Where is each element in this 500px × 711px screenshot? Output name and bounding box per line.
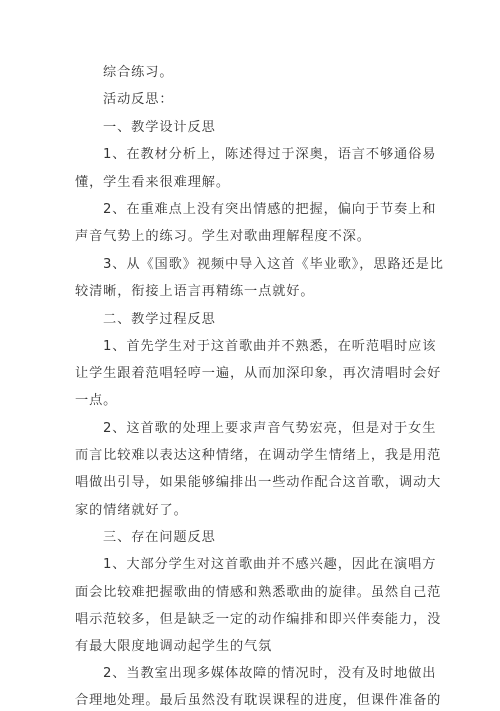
paragraph-line: 2、当教室出现多媒体故障的情况时，没有及时地做出	[103, 666, 437, 681]
paragraph-line: 懂，学生看来很难理解。	[75, 175, 230, 190]
paragraph-line: 有最大限度地调动起学生的气氛	[75, 639, 273, 654]
paragraph-line: 声音气势上的练习。学生对歌曲理解程度不深。	[75, 229, 371, 244]
paragraph-line: 1、首先学生对于这首歌曲并不熟悉，在听范唱时应该	[103, 339, 437, 354]
paragraph-line: 2、在重难点上没有突出情感的把握，偏向于节奏上和	[103, 202, 437, 217]
paragraph-line: 合理地处理。最后虽然没有耽误课程的进度，但课件准备的	[75, 693, 442, 708]
paragraph-line: 唱示范较多，但是缺乏一定的动作编排和即兴伴奏能力，没	[75, 612, 442, 627]
section-heading: 三、存在问题反思	[103, 530, 216, 545]
paragraph-line: 较清晰，衔接上语言再精练一点就好。	[75, 284, 315, 299]
paragraph-line: 1、在教材分析上，陈述得过于深奥，语言不够通俗易	[103, 147, 437, 162]
paragraph-line: 家的情绪就好了。	[75, 503, 188, 518]
paragraph-line: 唱做出引导，如果能够编排出一些动作配合这首歌，调动大	[75, 475, 442, 490]
paragraph-line: 让学生跟着范唱轻哼一遍，从而加深印象，再次清唱时会好	[75, 366, 442, 381]
paragraph-line: 而言比较难以表达这种情绪，在调动学生情绪上，我是用范	[75, 448, 442, 463]
paragraph-line: 2、这首歌的处理上要求声音气势宏亮，但是对于女生	[103, 421, 437, 436]
section-heading: 二、教学过程反思	[103, 312, 216, 327]
paragraph-line: 活动反思：	[103, 92, 174, 107]
paragraph-line: 1、大部分学生对这首歌曲并不感兴趣，因此在演唱方	[103, 557, 437, 572]
paragraph-line: 综合练习。	[103, 65, 174, 80]
paragraph-line: 3、从《国歌》视频中导入这首《毕业歌》，思路还是比	[103, 257, 444, 272]
paragraph-line: 一点。	[75, 393, 118, 408]
paragraph-line: 面会比较难把握歌曲的情感和熟悉歌曲的旋律。虽然自己范	[75, 585, 442, 600]
section-heading: 一、教学设计反思	[103, 120, 216, 135]
